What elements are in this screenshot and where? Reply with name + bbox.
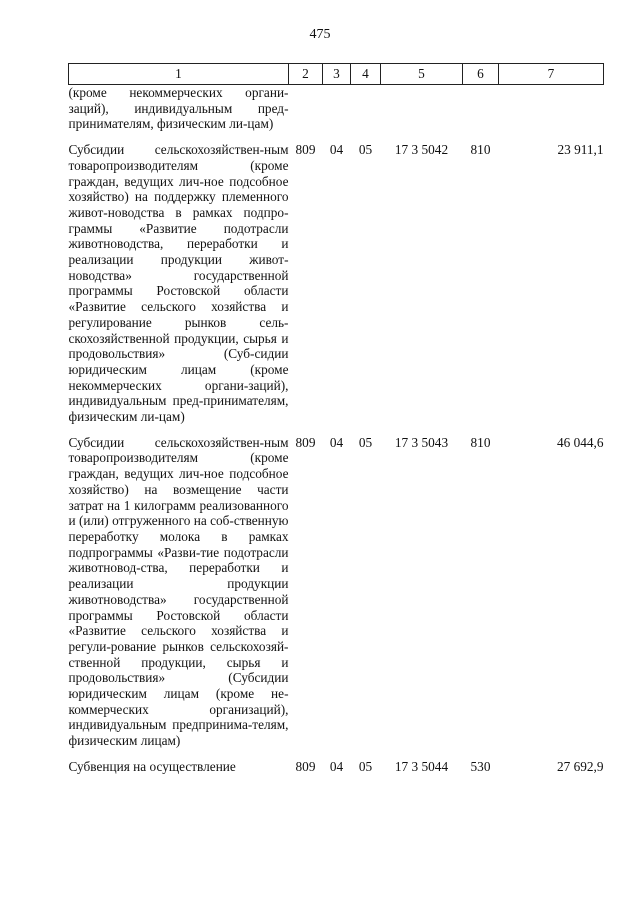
expense-type-code: 530 — [470, 758, 491, 774]
amount: 46 044,6 — [556, 434, 604, 450]
row-description: Субвенция на осуществление — [68, 758, 236, 774]
amount: 23 911,1 — [557, 142, 604, 158]
header-col-5: 5 — [381, 64, 463, 85]
row-description: Субсидии сельскохозяйствен-ным товаропроизводителям (кроме граждан, ведущих лич-ное подсобное хозяйство) на возмещение части затрат на 1 килограмм реализованного и (или) отгруженного на соб-ственную переработку молока в рамках подпрограммы «Разви-тие подотрасли животновод-ства, переработки и реализации продукции животноводства» государственной программы Ростовской области «Развитие сельского хозяйства и регули-рование рынков сельскохозяй-ственной продукции, сырья и продовольствия» (Субсидии юридическим лицам (кроме не-коммерческих организаций), индивидуальным предпринима-телям, физическим лицам) — [68, 434, 289, 749]
table-row — [69, 142, 604, 425]
section-code: 04 — [329, 142, 344, 158]
expense-type-code: 810 — [470, 434, 491, 450]
table-row — [69, 435, 604, 749]
continuation-description: (кроме некоммерческих органи-заций), индивидуальным пред-принимателям, физическим ли-цам) — [68, 85, 289, 132]
section-code: 04 — [329, 434, 344, 450]
table-header — [69, 64, 604, 85]
ministry-code: 809 — [295, 434, 316, 450]
target-code: 17 3 5043 — [394, 434, 449, 450]
table-row — [69, 759, 604, 775]
header-col-3: 3 — [323, 64, 351, 85]
ministry-code: 809 — [295, 142, 316, 158]
header-col-6: 6 — [463, 64, 499, 85]
subsection-code: 05 — [358, 758, 373, 774]
header-col-2: 2 — [289, 64, 323, 85]
ministry-code: 809 — [295, 758, 316, 774]
header-col-4: 4 — [351, 64, 381, 85]
page-number: 475 — [309, 27, 331, 42]
header-col-7: 7 — [499, 64, 604, 85]
amount: 27 692,9 — [556, 758, 604, 774]
row-description: Субсидии сельскохозяйствен-ным товаропроизводителям (кроме граждан, ведущих лич-ное подсобное хозяйство) на поддержку племенного живот-новодства в рамках подпро-граммы «Развитие подотрасли животноводства, переработки и реализации продукции живот-новодства» государственной программы Ростовской области «Развитие сельского хозяйства и регулирование рынков сель-скохозяйственной продукции, сырья и продовольствия» (Суб-сидии юридическим лицам (кроме некоммерческих органи-заций), индивидуальным пред-принимателям, физическим ли-цам) — [68, 142, 289, 425]
expense-type-code: 810 — [470, 142, 491, 158]
subsection-code: 05 — [358, 142, 373, 158]
target-code: 17 3 5042 — [394, 142, 449, 158]
table-body — [69, 85, 604, 775]
section-code: 04 — [329, 758, 344, 774]
budget-table — [68, 63, 604, 775]
target-code: 17 3 5044 — [394, 758, 449, 774]
header-row — [69, 64, 604, 85]
continuation-row — [69, 85, 604, 133]
subsection-code: 05 — [358, 434, 373, 450]
header-col-1: 1 — [69, 64, 289, 85]
